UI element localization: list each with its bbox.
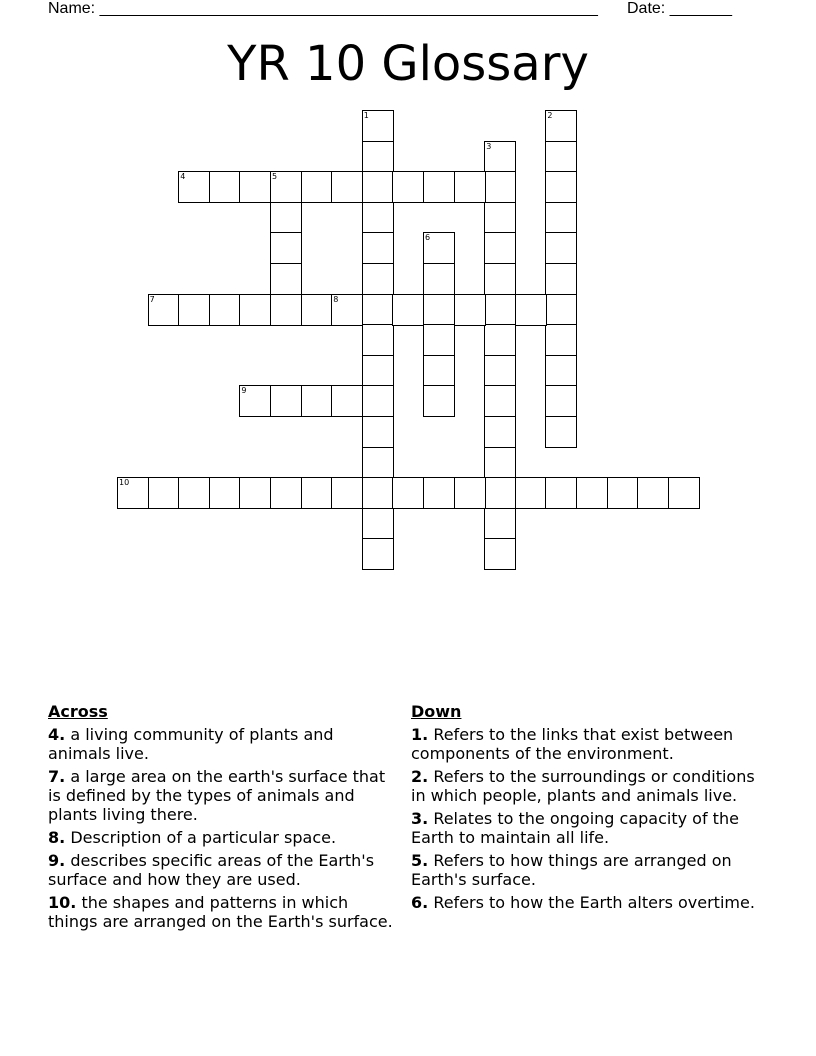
grid-cell[interactable]: [484, 538, 516, 570]
grid-cell[interactable]: [484, 447, 516, 479]
grid-cell[interactable]: [209, 477, 241, 509]
grid-cell[interactable]: [301, 385, 333, 417]
grid-cell[interactable]: [362, 538, 394, 570]
grid-cell[interactable]: [270, 263, 302, 295]
grid-cell[interactable]: [484, 141, 516, 173]
grid-cell[interactable]: [148, 294, 180, 326]
grid-cell[interactable]: [362, 232, 394, 264]
grid-cell[interactable]: [484, 355, 516, 387]
grid-cell[interactable]: [362, 263, 394, 295]
across-clue: [48, 725, 393, 763]
grid-cell[interactable]: [576, 477, 608, 509]
cell-number: 8: [333, 294, 339, 304]
down-heading: Down: [411, 702, 462, 721]
grid-cell[interactable]: [362, 355, 394, 387]
grid-cell[interactable]: [362, 294, 394, 326]
grid-cell[interactable]: [545, 355, 577, 387]
clue-number: 8.: [48, 828, 66, 847]
grid-cell[interactable]: [331, 171, 363, 203]
clue-number: 10.: [48, 893, 77, 912]
grid-cell[interactable]: [148, 477, 180, 509]
clue-text: Description of a particular space.: [70, 828, 337, 847]
cell-number: 7: [149, 294, 155, 304]
grid-cell[interactable]: [362, 508, 394, 540]
grid-cell[interactable]: [362, 477, 394, 509]
clue-text: Refers to the surroundings or conditions in which people, plants and animals live.: [411, 767, 755, 805]
clue-number: 4.: [48, 725, 66, 744]
grid-cell[interactable]: [668, 477, 700, 509]
grid-cell[interactable]: [270, 385, 302, 417]
grid-cell[interactable]: [545, 141, 577, 173]
grid-cell[interactable]: [392, 294, 424, 326]
grid-cell[interactable]: [270, 477, 302, 509]
grid-cell[interactable]: [454, 171, 486, 203]
grid-cell[interactable]: [484, 508, 516, 540]
grid-cell[interactable]: [362, 416, 394, 448]
grid-cell[interactable]: [515, 477, 547, 509]
clue-text: the shapes and patterns in which things are arranged on the Earth's surface.: [48, 893, 393, 931]
grid-cell[interactable]: [484, 232, 516, 264]
grid-cell[interactable]: [209, 294, 241, 326]
grid-cell[interactable]: [362, 110, 394, 142]
grid-cell[interactable]: [331, 385, 363, 417]
grid-cell[interactable]: [423, 385, 455, 417]
cell-number: 6: [425, 233, 431, 243]
across-heading: Across: [48, 702, 108, 721]
grid-cell[interactable]: [484, 263, 516, 295]
grid-cell[interactable]: [545, 385, 577, 417]
grid-cell[interactable]: [362, 324, 394, 356]
clue-number: 5.: [411, 851, 429, 870]
cell-number: 3: [486, 141, 492, 151]
grid-cell[interactable]: [545, 324, 577, 356]
clue-number: 3.: [411, 809, 429, 828]
grid-cell[interactable]: [270, 294, 302, 326]
grid-cell[interactable]: [423, 294, 455, 326]
clue-number: 7.: [48, 767, 66, 786]
grid-cell[interactable]: [270, 202, 302, 234]
grid-cell[interactable]: [239, 477, 271, 509]
cell-number: 5: [272, 172, 278, 182]
down-clue: [411, 767, 756, 805]
grid-cell[interactable]: [301, 477, 333, 509]
grid-cell[interactable]: [331, 294, 363, 326]
clue-text: Refers to how things are arranged on Earth's surface.: [411, 851, 732, 889]
grid-cell[interactable]: [423, 263, 455, 295]
clue-number: 9.: [48, 851, 66, 870]
cell-number: 9: [241, 386, 247, 396]
grid-cell[interactable]: [362, 141, 394, 173]
grid-cell[interactable]: [545, 171, 577, 203]
cell-number: 2: [547, 111, 553, 120]
clue-text: Refers to how the Earth alters overtime.: [433, 893, 755, 912]
date-field-label: Date: _______: [627, 0, 732, 17]
grid-cell[interactable]: [239, 385, 271, 417]
grid-cell[interactable]: [392, 171, 424, 203]
grid-cell[interactable]: [270, 171, 302, 203]
grid-cell[interactable]: [545, 232, 577, 264]
across-clue: [48, 851, 393, 889]
grid-cell[interactable]: [301, 294, 333, 326]
down-clues: [411, 702, 756, 916]
grid-cell[interactable]: [545, 477, 577, 509]
across-clue: [48, 893, 393, 931]
clue-number: 2.: [411, 767, 429, 786]
grid-cell[interactable]: [423, 355, 455, 387]
grid-cell[interactable]: [484, 385, 516, 417]
grid-cell[interactable]: [545, 294, 577, 326]
clue-number: 6.: [411, 893, 429, 912]
grid-cell[interactable]: [423, 232, 455, 264]
clue-text: Relates to the ongoing capacity of the Earth to maintain all life.: [411, 809, 739, 847]
grid-cell[interactable]: [239, 294, 271, 326]
down-clue: [411, 809, 756, 847]
across-clues: [48, 702, 393, 935]
grid-cell[interactable]: [454, 477, 486, 509]
clue-text: describes specific areas of the Earth's surface and how they are used.: [48, 851, 375, 889]
grid-cell[interactable]: [239, 171, 271, 203]
grid-cell[interactable]: [484, 202, 516, 234]
grid-cell[interactable]: [545, 263, 577, 295]
grid-cell[interactable]: [484, 294, 516, 326]
down-clue: [411, 725, 756, 763]
grid-cell[interactable]: [545, 110, 577, 142]
grid-cell[interactable]: [545, 202, 577, 234]
grid-cell[interactable]: [545, 416, 577, 448]
grid-cell[interactable]: [607, 477, 639, 509]
grid-cell[interactable]: [484, 324, 516, 356]
name-field-label: Name: ________________________________________________________: [48, 0, 598, 17]
grid-cell[interactable]: [423, 324, 455, 356]
grid-cell[interactable]: [423, 477, 455, 509]
down-clue: [411, 893, 756, 912]
grid-cell[interactable]: [392, 477, 424, 509]
cell-number: 1: [363, 111, 369, 120]
clue-text: a living community of plants and animals live.: [48, 725, 334, 763]
grid-cell[interactable]: [484, 171, 516, 203]
grid-cell[interactable]: [178, 171, 210, 203]
grid-cell[interactable]: [301, 171, 333, 203]
down-clue: [411, 851, 756, 889]
grid-cell[interactable]: [331, 477, 363, 509]
clue-text: a large area on the earth's surface that is defined by the types of animals and plants living there.: [48, 767, 386, 824]
grid-cell[interactable]: [515, 294, 547, 326]
grid-cell[interactable]: [362, 385, 394, 417]
cell-number: 10: [119, 478, 130, 488]
page-title: YR 10 Glossary: [227, 36, 589, 92]
across-clue: [48, 767, 393, 824]
grid-cell[interactable]: [209, 171, 241, 203]
grid-cell[interactable]: [270, 232, 302, 264]
grid-cell[interactable]: [423, 171, 455, 203]
grid-cell[interactable]: [178, 294, 210, 326]
clue-number: 1.: [411, 725, 429, 744]
grid-cell[interactable]: [484, 477, 516, 509]
grid-cell[interactable]: [484, 416, 516, 448]
grid-cell[interactable]: [117, 477, 149, 509]
grid-cell[interactable]: [637, 477, 669, 509]
grid-cell[interactable]: [362, 447, 394, 479]
cell-number: 4: [180, 172, 186, 182]
grid-cell[interactable]: [178, 477, 210, 509]
grid-cell[interactable]: [362, 202, 394, 234]
clue-text: Refers to the links that exist between components of the environment.: [411, 725, 734, 763]
grid-cell[interactable]: [454, 294, 486, 326]
grid-cell[interactable]: [362, 171, 394, 203]
across-clue: [48, 828, 393, 847]
